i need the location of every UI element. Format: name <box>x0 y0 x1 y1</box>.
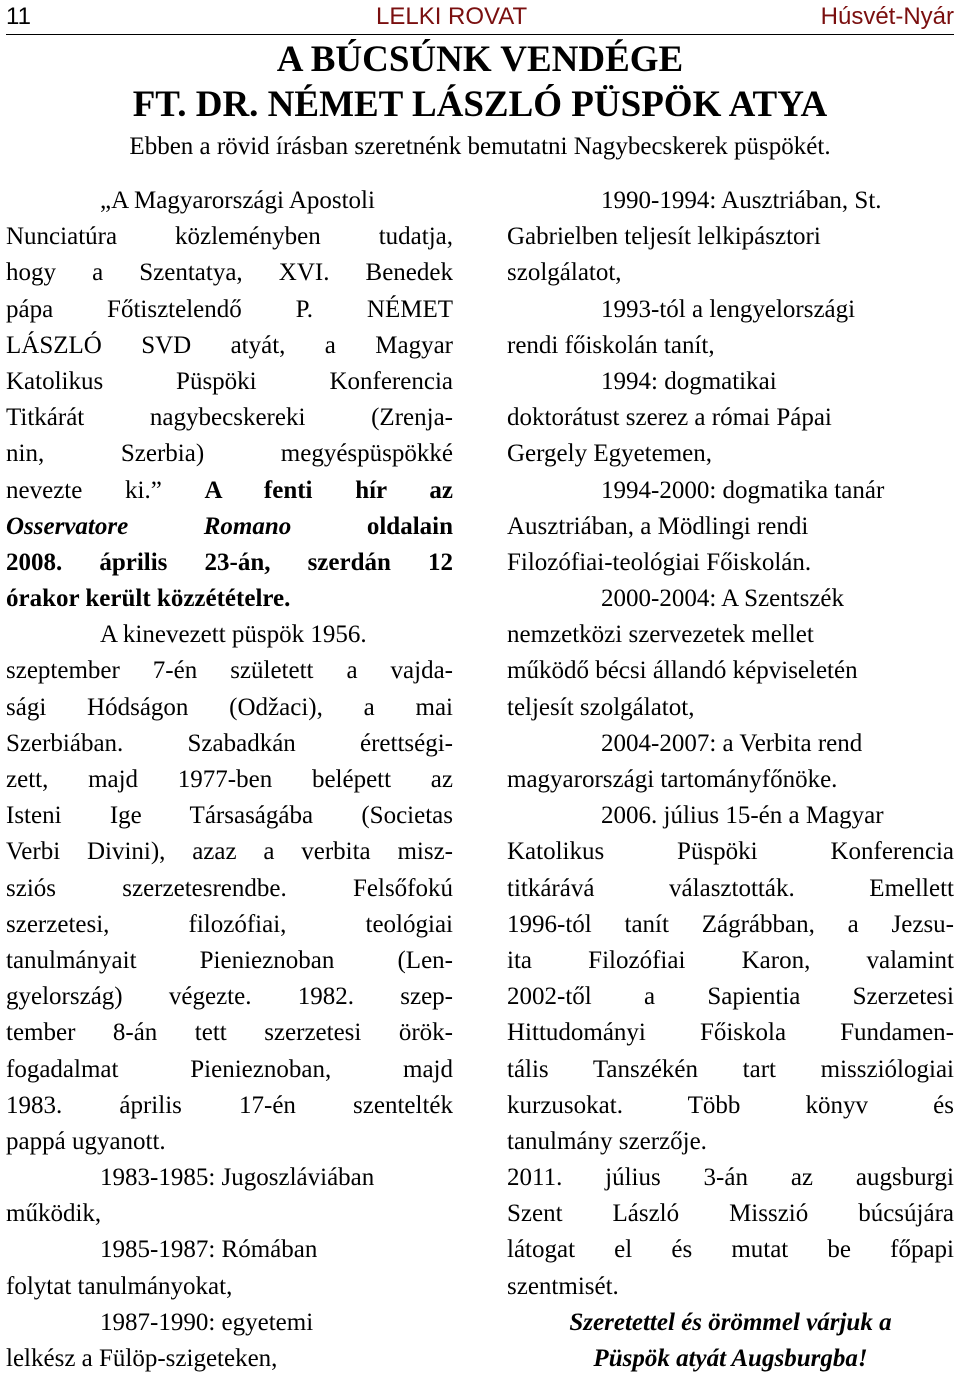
bold-text: A fenti hír az <box>204 476 453 504</box>
right-column <box>507 183 954 1377</box>
text-line: doktorátust szerez a római Pápai <box>507 404 832 432</box>
page-number: 11 <box>6 3 31 30</box>
text-line: ita Filozófiai Karon, valamint <box>507 946 954 974</box>
text-line: fogadalmat Pienieznoban, majd <box>6 1055 453 1083</box>
text-line: Szent László Misszió búcsújára <box>507 1200 954 1228</box>
text-line: lelkész a Fülöp-szigeteken, <box>6 1345 278 1372</box>
bold-text: oldalain <box>366 512 454 540</box>
text-line: sziós szerzetesrendbe. Felsőfokú <box>6 874 453 902</box>
closing-line: Szeretettel és örömmel várjuk a <box>569 1308 892 1336</box>
text-line: 1996-tól tanít Zágrábban, a Jezsu- <box>507 910 954 938</box>
article-title-line1: A BÚCSÚNK VENDÉGE <box>276 39 684 80</box>
text-line: 1990-1994: Ausztriában, St. <box>601 187 882 214</box>
closing-line: Püspök atyát Augsburgba! <box>593 1345 868 1372</box>
text-line: 1994-2000: dogmatika tanár <box>601 476 885 504</box>
text-line: Ausztriában, a Mödlingi rendi <box>507 512 809 540</box>
article-title-line2: FT. DR. NÉMET LÁSZLÓ PÜSPÖK ATYA <box>132 84 828 125</box>
text-line: „A Magyarországi Apostoli <box>100 187 375 214</box>
text-line <box>6 473 453 509</box>
text-line: pappá ugyanott. <box>6 1127 166 1155</box>
text-line: nin, Szerbia) megyéspüspökké <box>6 440 453 468</box>
text-line: tális Tanszékén tart missziólogiai <box>507 1055 954 1083</box>
text-line: működik, <box>6 1200 102 1228</box>
text-line: 1993-tól a lengyelországi <box>601 295 856 323</box>
text-line: 2002-től a Sapientia Szerzetesi <box>507 983 954 1011</box>
text-line: Szerbiában. Szabadkán érettségi- <box>6 729 453 757</box>
text-line: nemzetközi szervezetek mellet <box>507 621 814 649</box>
text-line: működő bécsi állandó képviseletén <box>507 657 858 685</box>
text-line: Filozófiai-teológiai Főiskolán. <box>507 548 812 576</box>
text-line: 2011. július 3-án az augsburgi <box>507 1164 954 1192</box>
text-line: 1983. április 17-én szentelték <box>6 1091 453 1119</box>
text-line: Gergely Egyetemen, <box>507 440 713 468</box>
text-line: folytat tanulmányokat, <box>6 1272 233 1300</box>
text-line: órakor került közzétételre. <box>6 585 291 613</box>
text-line: titkárává választották. Emellett <box>507 874 954 902</box>
text-line: tember 8-án tett szerzetesi örök- <box>6 1019 453 1047</box>
text-line: szentmisét. <box>507 1272 619 1300</box>
quote-end: nevezte ki.” <box>6 476 162 504</box>
text-line: zett, majd 1977-ben belépett az <box>6 766 453 793</box>
text-line: 2000-2004: A Szentszék <box>601 585 845 613</box>
running-header <box>6 0 954 35</box>
text-line: 2008. április 23-án, szerdán 12 <box>6 548 453 576</box>
text-line: magyarországi tartományfőnöke. <box>507 766 838 793</box>
text-line: rendi főiskolán tanít, <box>507 331 715 359</box>
text-line <box>6 509 453 545</box>
newspaper-name: Osservatore Romano <box>6 512 292 540</box>
text-line: Katolikus Püspöki Konferencia <box>6 367 453 395</box>
text-line: tanulmányait Pienieznoban (Len- <box>6 946 453 974</box>
text-line: Isteni Ige Társaságába (Societas <box>6 802 453 830</box>
text-line: szolgálatot, <box>507 259 622 287</box>
text-line: 2006. július 15-én a Magyar <box>601 802 884 830</box>
text-line: hogy a Szentatya, XVI. Benedek <box>6 259 453 287</box>
article-intro: Ebben a rövid írásban szeretnénk bemutatni Nagybecskerek püspökét. <box>129 133 831 160</box>
section-title: LELKI ROVAT <box>376 3 528 30</box>
text-line: kurzusokat. Több könyv és <box>507 1091 954 1119</box>
text-line: látogat el és mutat be főpapi <box>507 1236 954 1264</box>
text-line: tanulmány szerzője. <box>507 1127 707 1155</box>
text-line: LÁSZLÓ SVD atyát, a Magyar <box>6 331 453 359</box>
text-line: teljesít szolgálatot, <box>507 693 695 721</box>
text-line: Verbi Divini), azaz a verbita misz- <box>6 838 453 866</box>
text-line: 1987-1990: egyetemi <box>100 1308 314 1336</box>
text-line: szeptember 7-én született a vajda- <box>6 657 453 685</box>
text-line: sági Hódságon (Odžaci), a mai <box>6 693 453 721</box>
text-line: 1985-1987: Rómában <box>100 1236 318 1264</box>
text-line: Hittudományi Főiskola Fundamen- <box>507 1019 954 1047</box>
text-line: pápa Főtisztelendő P. NÉMET <box>6 295 453 323</box>
issue-label: Húsvét-Nyár <box>820 3 954 30</box>
text-line: szerzetesi, filozófiai, teológiai <box>6 910 453 938</box>
text-line: Titkárát nagybecskereki (Zrenja- <box>6 404 453 432</box>
text-line: Katolikus Püspöki Konferencia <box>507 838 954 866</box>
text-line: Nunciatúra közleményben tudatja, <box>6 223 453 251</box>
text-line: 1983-1985: Jugoszláviában <box>100 1164 375 1192</box>
text-line: A kinevezett püspök 1956. <box>100 621 367 649</box>
text-line: gyelország) végezte. 1982. szep- <box>6 983 453 1011</box>
text-line: 2004-2007: a Verbita rend <box>601 729 863 757</box>
text-line: Gabrielben teljesít lelkipásztori <box>507 223 821 251</box>
left-column <box>6 183 453 1377</box>
text-line: 1994: dogmatikai <box>601 367 777 395</box>
